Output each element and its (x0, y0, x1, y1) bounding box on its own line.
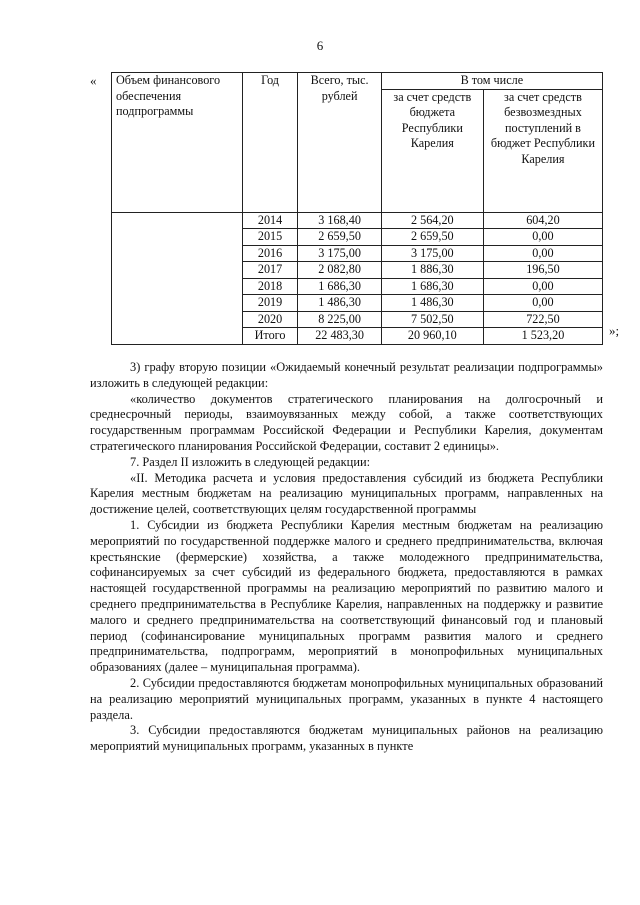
total-cell: 8 225,00 (298, 311, 381, 328)
opening-quote: « (90, 73, 97, 88)
total-cell: 3 168,40 (298, 212, 381, 229)
financing-table (111, 72, 603, 345)
gratuitous-cell: 0,00 (483, 278, 602, 295)
total-cell: 2 659,50 (298, 229, 381, 246)
year-cell: 2018 (242, 278, 298, 295)
total-cell: 2 082,80 (298, 262, 381, 279)
table-row (112, 212, 603, 229)
year-cell: 2014 (242, 212, 298, 229)
gratuitous-cell: 604,20 (483, 212, 602, 229)
year-header: Год (242, 73, 298, 213)
budget-cell: 7 502,50 (381, 311, 483, 328)
total-cell: 3 175,00 (298, 245, 381, 262)
closing-quote: »; (609, 323, 620, 338)
gratuitous-cell: 196,50 (483, 262, 602, 279)
gratuitous-cell: 1 523,20 (483, 328, 602, 345)
budget-header: за счет средств бюджета Республики Карелия (381, 89, 483, 212)
total-header: Всего, тыс. рублей (298, 73, 381, 213)
year-cell: 2019 (242, 295, 298, 312)
budget-cell: 2 564,20 (381, 212, 483, 229)
row-label-spacer (112, 212, 243, 344)
year-cell: 2016 (242, 245, 298, 262)
year-cell: 2015 (242, 229, 298, 246)
total-cell: 1 486,30 (298, 295, 381, 312)
year-cell: Итого (242, 328, 298, 345)
paragraph: 1. Субсидии из бюджета Республики Карелия местным бюджетам на реализацию мероприятий по государственной поддержке малого и среднего предпринимательства, включая крестьянские (фермерские) хозяйства, а также молодежного предпринимательства, софинансируемых за счет субсидий из федерального бюджета, предоставляются в рамках настоящей государственной программы на реализацию мероприятий по развитию малого и среднего предпринимательства в Республике Карелия, направленных на поддержку и развитие малого и среднего предпринимательства на соответствующий финансовый год и плановый период (софинансирование муниципальных программ развития малого и среднего предпринимательства, подпрограмм, мероприятий в монопрофильных муниципальных образованиях (далее – муниципальная программа). (90, 517, 603, 675)
paragraph: 7. Раздел II изложить в следующей редакции: (130, 454, 371, 469)
paragraph: 3. Субсидии предоставляются бюджетам муниципальных районов на реализацию мероприятий муниципальных программ, указанных в пункте (90, 723, 603, 754)
gratuitous-cell: 0,00 (483, 295, 602, 312)
including-header: В том числе (381, 73, 602, 90)
budget-cell: 1 886,30 (381, 262, 483, 279)
gratuitous-cell: 0,00 (483, 229, 602, 246)
budget-cell: 3 175,00 (381, 245, 483, 262)
year-cell: 2020 (242, 311, 298, 328)
gratuitous-header: за счет средств безвозмездных поступлений в бюджет Республики Карелия (483, 89, 602, 212)
year-cell: 2017 (242, 262, 298, 279)
paragraph: 3) графу вторую позиции «Ожидаемый конечный результат реализации подпрограммы» изложить в следующей редакции: (90, 360, 603, 390)
document-body (90, 360, 603, 755)
budget-cell: 1 686,30 (381, 278, 483, 295)
total-cell: 22 483,30 (298, 328, 381, 345)
page-number: 6 (316, 38, 324, 53)
row-label-cell: Объем финансового обеспечения подпрограммы (112, 73, 243, 213)
total-cell: 1 686,30 (298, 278, 381, 295)
paragraph: 2. Субсидии предоставляются бюджетам монопрофильных муниципальных образований на реализацию мероприятий муниципальных программ, указанных в пункте 4 настоящего раздела. (90, 675, 603, 722)
paragraph: «количество документов стратегического планирования на долгосрочный и среднесрочный периоды, взаимоувязанных между собой, а также соответствующих государственным программам Российской Федерации и Республики Карелия, документам стратегического планирования Российской Федерации, составит 2 единицы». (90, 391, 603, 453)
gratuitous-cell: 0,00 (483, 245, 602, 262)
table-header-row (112, 73, 603, 90)
gratuitous-cell: 722,50 (483, 311, 602, 328)
budget-cell: 1 486,30 (381, 295, 483, 312)
budget-cell: 2 659,50 (381, 229, 483, 246)
budget-cell: 20 960,10 (381, 328, 483, 345)
paragraph: «II. Методика расчета и условия предоставления субсидий из бюджета Республики Карелия местным бюджетам на реализацию муниципальных программ, направленных на достижение целей, соответствующих целям государственной программы (90, 470, 603, 517)
